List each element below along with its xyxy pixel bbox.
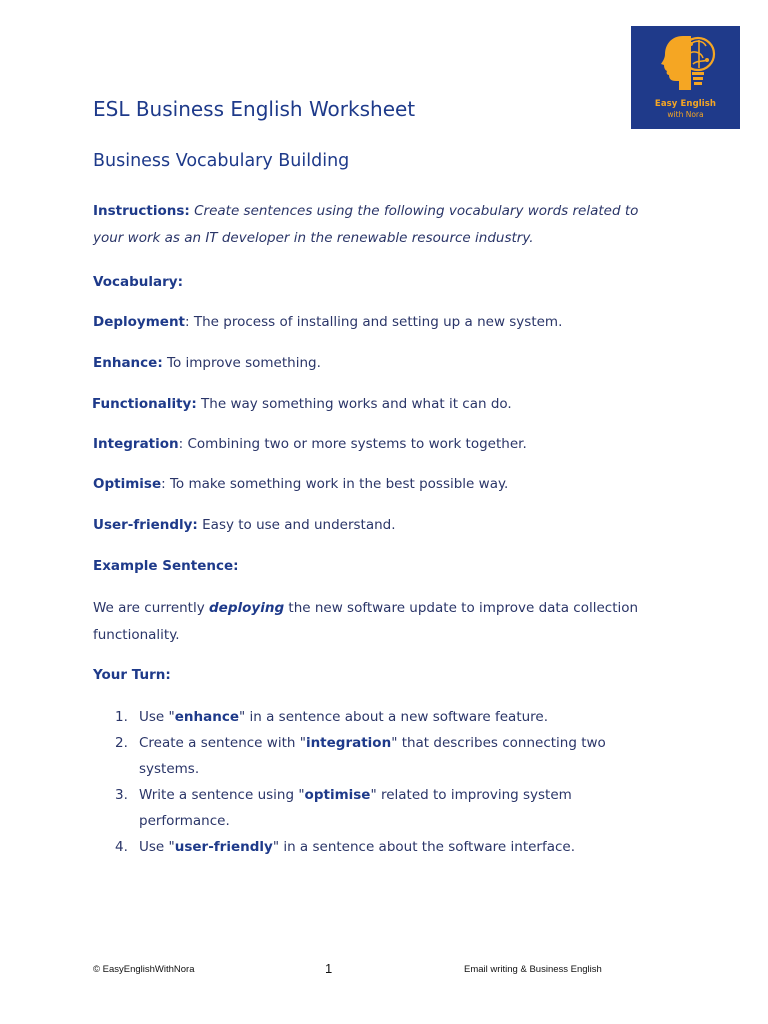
task-word: optimise — [304, 787, 371, 803]
logo-line1: Easy English — [654, 99, 717, 109]
vocab-sep: : — [161, 476, 166, 492]
task-post: " in a sentence about a new software feature. — [239, 709, 549, 725]
task-word: enhance — [174, 709, 239, 725]
instructions-line1: Create sentences using the following vocabulary words related to — [194, 203, 639, 219]
vocab-def: Easy to use and understand. — [197, 517, 396, 533]
vocab-item-optimise — [93, 471, 508, 498]
vocab-def: The process of installing and setting up a new system. — [189, 314, 563, 330]
instructions — [93, 198, 638, 252]
vocab-def: The way something works and what it can do. — [196, 396, 512, 412]
example-post: the new software update to improve data collection — [284, 600, 639, 616]
footer-right: Email writing & Business English — [464, 964, 602, 975]
task-line2: performance. — [139, 813, 230, 829]
example-heading: Example Sentence: — [93, 558, 239, 574]
list-item — [93, 834, 633, 860]
footer-copyright: © EasyEnglishWithNora — [93, 964, 195, 975]
task-post: " that describes connecting two — [391, 735, 606, 751]
list-item — [93, 730, 633, 782]
your-turn-heading: Your Turn: — [93, 667, 171, 683]
list-number: 4. — [115, 839, 128, 855]
vocab-term: Optimise — [93, 476, 162, 492]
instructions-label: Instructions: — [93, 203, 190, 219]
example-sentence — [93, 595, 638, 649]
example-word: deploying — [209, 600, 285, 616]
vocab-item-enhance — [93, 350, 321, 377]
page-number: 1 — [325, 961, 333, 976]
vocab-term: Deployment — [93, 314, 186, 330]
task-pre: Write a sentence using " — [139, 787, 305, 803]
task-word: user-friendly — [174, 839, 273, 855]
vocab-item-integration — [93, 431, 527, 458]
page-subtitle: Business Vocabulary Building — [93, 151, 350, 171]
vocab-def: To improve something. — [162, 355, 321, 371]
brand-logo — [631, 26, 740, 129]
list-number: 2. — [115, 735, 128, 751]
vocab-item-user-friendly — [93, 512, 396, 539]
task-pre: Use " — [139, 839, 175, 855]
task-word: integration — [305, 735, 392, 751]
list-item — [93, 704, 633, 730]
vocab-item-deployment — [93, 309, 562, 336]
list-item — [93, 782, 633, 834]
list-number: 3. — [115, 787, 128, 803]
example-line2: functionality. — [93, 627, 180, 643]
task-pre: Use " — [139, 709, 175, 725]
list-number: 1. — [115, 709, 128, 725]
task-list — [93, 704, 633, 860]
vocab-def: Combining two or more systems to work together. — [183, 436, 527, 452]
vocab-sep: : — [185, 314, 190, 330]
task-line2: systems. — [139, 761, 200, 777]
vocab-term: Integration — [93, 436, 179, 452]
task-pre: Create a sentence with " — [139, 735, 306, 751]
vocab-sep: : — [178, 436, 184, 452]
task-post: " related to improving system — [370, 787, 572, 803]
logo-line2: with Nora — [667, 110, 704, 119]
vocab-item-functionality — [92, 391, 512, 418]
example-pre: We are currently — [93, 600, 210, 616]
vocab-term: Enhance: — [93, 355, 163, 371]
vocabulary-heading: Vocabulary: — [93, 274, 183, 290]
instructions-line2: your work as an IT developer in the renewable resource industry. — [93, 230, 534, 246]
page-title: ESL Business English Worksheet — [93, 97, 416, 121]
vocab-def: To make something work in the best possible way. — [165, 476, 509, 492]
vocab-term: Functionality: — [92, 396, 197, 412]
task-post: " in a sentence about the software interface. — [272, 839, 576, 855]
vocab-term: User-friendly: — [93, 517, 198, 533]
